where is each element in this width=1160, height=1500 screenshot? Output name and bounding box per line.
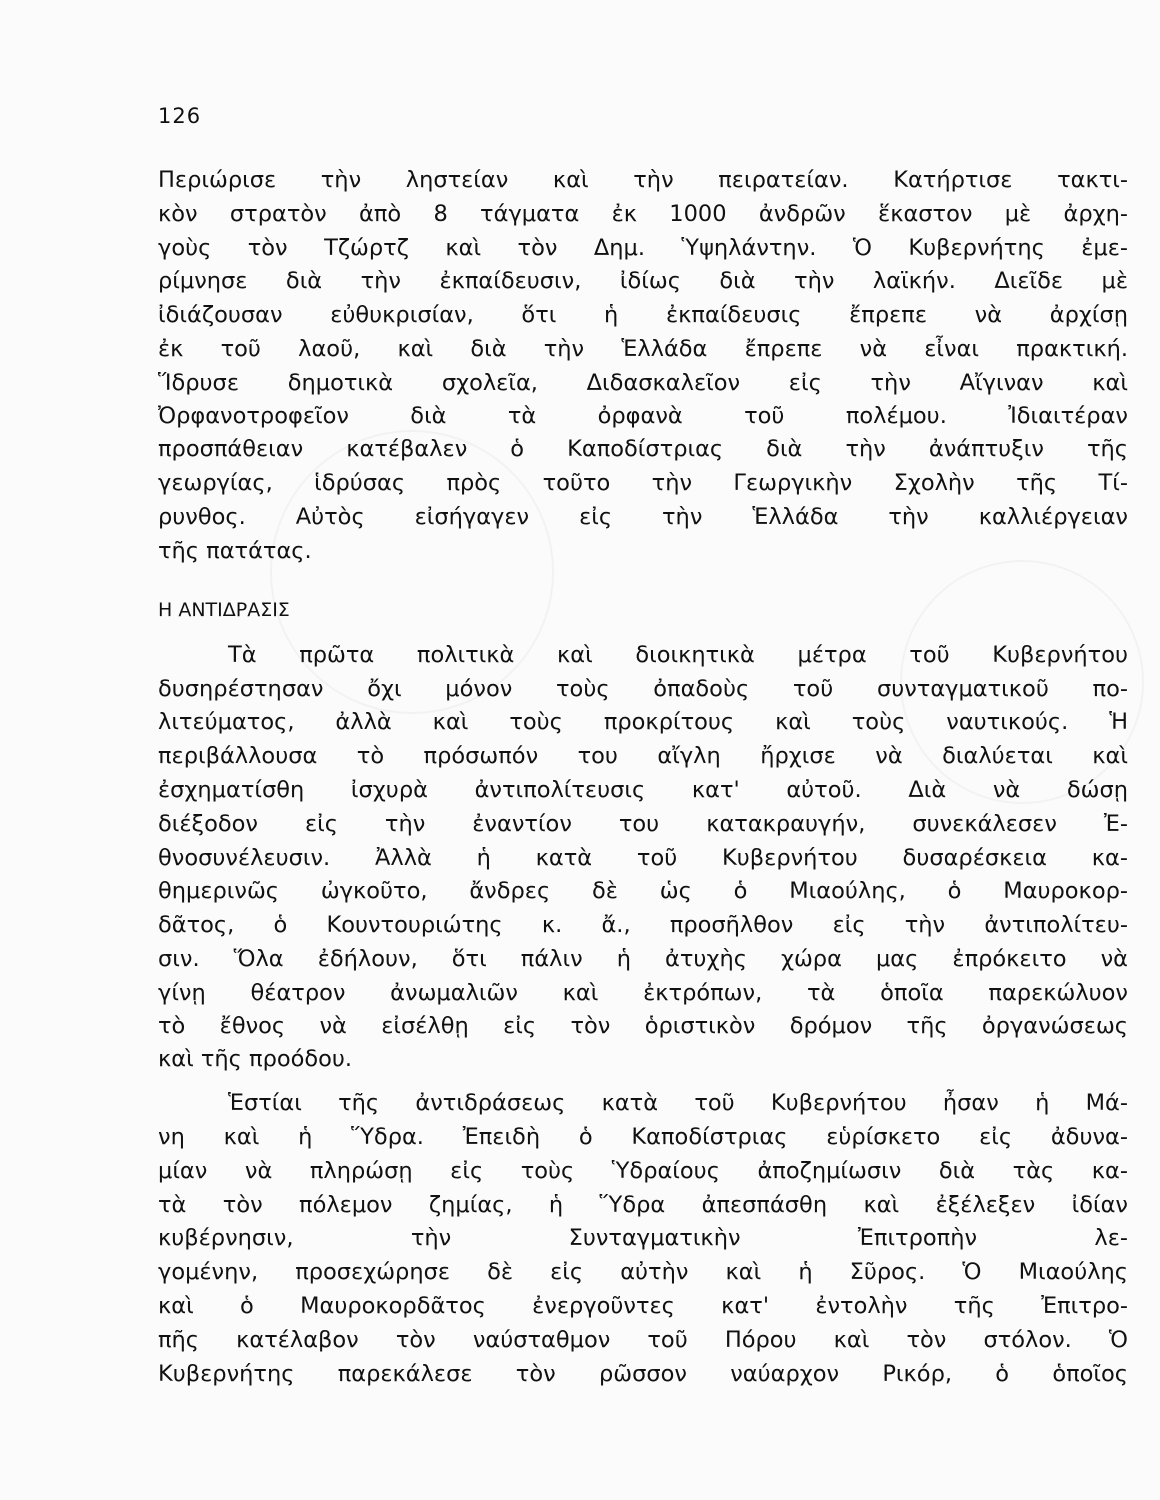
text-line: γομένην, προσεχώρησε δὲ εἰς αὐτὴν καὶ ἡ Σῦρος. Ὁ Μιαούλης (158, 1259, 1128, 1285)
text-line: Κυβερνήτης παρεκάλεσε τὸν ρῶσσον ναύαρχον Ρικόρ, ὁ ὁποῖος (158, 1361, 1128, 1387)
text-line: θημερινῶς ὠγκοῦτο, ἄνδρες δὲ ὡς ὁ Μιαούλης, ὁ Μαυροκορ- (158, 878, 1128, 904)
text-line: κυβέρνησιν, τὴν Συνταγματικὴν Ἐπιτροπὴν λε- (158, 1225, 1128, 1251)
text-line: Ἑστίαι τῆς ἀντιδράσεως κατὰ τοῦ Κυβερνήτου ἦσαν ἡ Μά- (228, 1090, 1128, 1116)
text-line: ρυνθος. Αὐτὸς εἰσήγαγεν εἰς τὴν Ἑλλάδα τὴν καλλιέργειαν (158, 504, 1128, 530)
text-line: κὸν στρατὸν ἀπὸ 8 τάγματα ἐκ 1000 ἀνδρῶν ἕκαστον μὲ ἀρχη- (158, 201, 1128, 227)
text-line: Τὰ πρῶτα πολιτικὰ καὶ διοικητικὰ μέτρα τοῦ Κυβερνήτου (228, 642, 1128, 668)
text-line: τὰ τὸν πόλεμον ζημίας, ἡ Ὕδρα ἀπεσπάσθη καὶ ἐξέλεξεν ἰδίαν (158, 1192, 1128, 1218)
text-line: δᾶτος, ὁ Κουντουριώτης κ. ἄ., προσῆλθον εἰς τὴν ἀντιπολίτευ- (158, 912, 1128, 938)
text-line: διέξοδον εἰς τὴν ἐναντίον του κατακραυγήν, συνεκάλεσεν Ἐ- (158, 811, 1128, 837)
page-number: 126 (158, 104, 202, 128)
text-line: ἐκ τοῦ λαοῦ, καὶ διὰ τὴν Ἑλλάδα ἔπρεπε νὰ εἶναι πρακτική. (158, 336, 1128, 362)
text-line: τῆς πατάτας. (158, 538, 312, 564)
text-line: ἐσχηματίσθη ἰσχυρὰ ἀντιπολίτευσις κατ' αὐτοῦ. Διὰ νὰ δώσῃ (158, 777, 1128, 803)
text-line: ἰδιάζουσαν εὐθυκρισίαν, ὅτι ἡ ἐκπαίδευσις ἔπρεπε νὰ ἀρχίσῃ (158, 302, 1128, 328)
text-line: λιτεύματος, ἀλλὰ καὶ τοὺς προκρίτους καὶ τοὺς ναυτικούς. Ἡ (158, 709, 1128, 735)
text-line: προσπάθειαν κατέβαλεν ὁ Καποδίστριας διὰ τὴν ἀνάπτυξιν τῆς (158, 436, 1128, 462)
text-line: Ἵδρυσε δημοτικὰ σχολεῖα, Διδασκαλεῖον εἰς τὴν Αἴγιναν καὶ (158, 370, 1128, 396)
text-line: γεωργίας, ἱδρύσας πρὸς τοῦτο τὴν Γεωργικὴν Σχολὴν τῆς Τί- (158, 470, 1128, 496)
text-line: πῆς κατέλαβον τὸν ναύσταθμον τοῦ Πόρου καὶ τὸν στόλον. Ὁ (158, 1327, 1128, 1353)
text-line: γοὺς τὸν Τζώρτζ καὶ τὸν Δημ. Ὑψηλάντην. Ὁ Κυβερνήτης ἐμε- (158, 235, 1128, 261)
text-line: μίαν νὰ πληρώσῃ εἰς τοὺς Ὑδραίους ἀποζημίωσιν διὰ τὰς κα- (158, 1158, 1128, 1184)
text-line: θνοσυνέλευσιν. Ἀλλὰ ἡ κατὰ τοῦ Κυβερνήτου δυσαρέσκεια κα- (158, 845, 1128, 871)
text-line: καὶ τῆς προόδου. (158, 1046, 353, 1072)
text-line: Περιώρισε τὴν ληστείαν καὶ τὴν πειρατείαν. Κατήρτισε τακτι- (158, 167, 1128, 193)
section-heading: Η ΑΝΤΙΔΡΑΣΙΣ (158, 599, 290, 621)
text-line: ρίμνησε διὰ τὴν ἐκπαίδευσιν, ἰδίως διὰ τὴν λαϊκήν. Διεῖδε μὲ (158, 268, 1128, 294)
text-line: σιν. Ὅλα ἐδήλουν, ὅτι πάλιν ἡ ἀτυχὴς χώρα μας ἐπρόκειτο νὰ (158, 946, 1128, 972)
text-line: περιβάλλουσα τὸ πρόσωπόν του αἴγλη ἤρχισε νὰ διαλύεται καὶ (158, 743, 1128, 769)
text-line: καὶ ὁ Μαυροκορδᾶτος ἐνεργοῦντες κατ' ἐντολὴν τῆς Ἐπιτρο- (158, 1293, 1128, 1319)
text-line: τὸ ἔθνος νὰ εἰσέλθῃ εἰς τὸν ὁριστικὸν δρόμον τῆς ὀργανώσεως (158, 1013, 1128, 1039)
text-line: δυσηρέστησαν ὄχι μόνον τοὺς ὀπαδοὺς τοῦ συνταγματικοῦ πο- (158, 676, 1128, 702)
text-line: γίνῃ θέατρον ἀνωμαλιῶν καὶ ἐκτρόπων, τὰ ὁποῖα παρεκώλυον (158, 980, 1128, 1006)
text-line: νη καὶ ἡ Ὕδρα. Ἐπειδὴ ὁ Καποδίστριας εὑρίσκετο εἰς ἀδυνα- (158, 1124, 1128, 1150)
text-line: Ὀρφανοτροφεῖον διὰ τὰ ὀρφανὰ τοῦ πολέμου. Ἰδιαιτέραν (158, 403, 1128, 429)
